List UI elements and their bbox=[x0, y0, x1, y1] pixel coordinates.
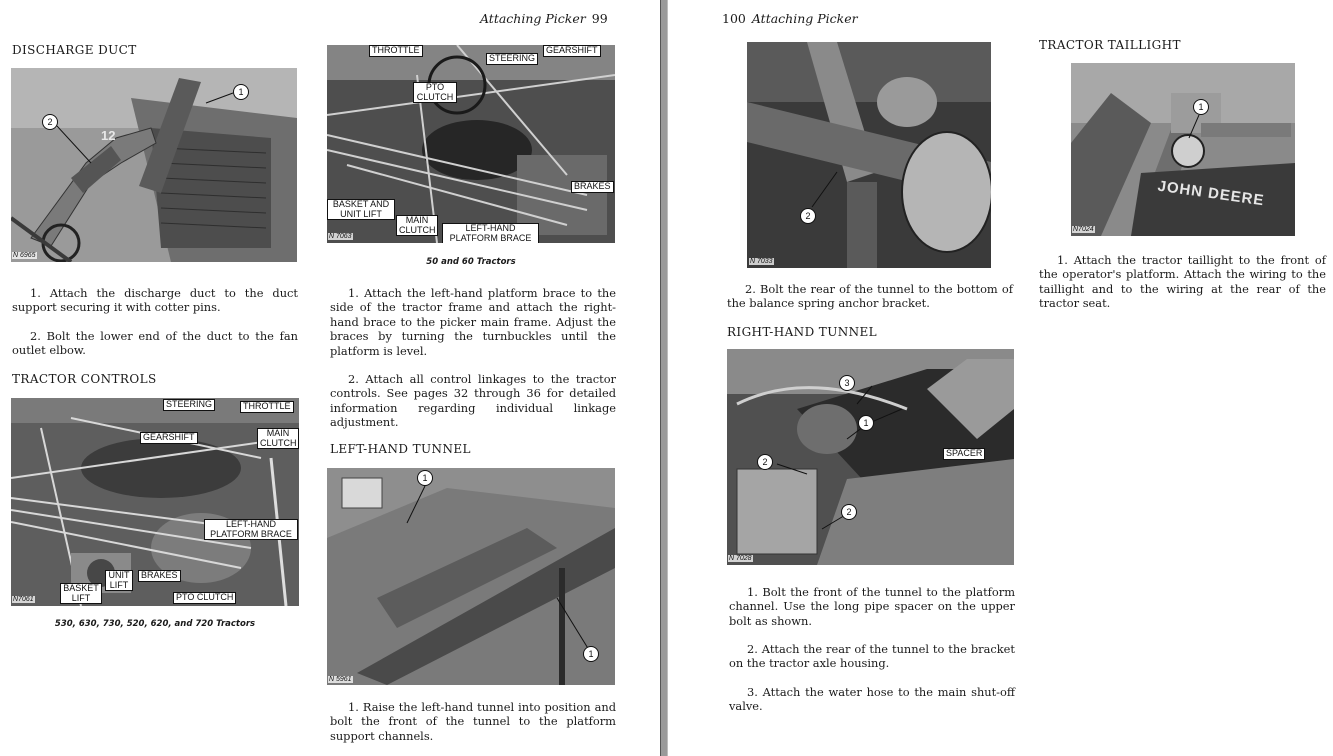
section-heading-tractor-controls: TRACTOR CONTROLS bbox=[12, 372, 157, 386]
label-throttle: THROTTLE bbox=[369, 45, 423, 57]
label-unit-lift: UNIT LIFT bbox=[105, 570, 133, 591]
negative-number: N 5961 bbox=[329, 676, 352, 683]
running-head-title: Attaching Picker bbox=[751, 11, 858, 26]
label-pto-clutch: PTO CLUTCH bbox=[413, 82, 457, 103]
page-number: 100 bbox=[722, 11, 746, 26]
page-gutter bbox=[660, 0, 668, 756]
label-basket-lift: BASKET LIFT bbox=[60, 583, 102, 604]
step-text: 1. Attach the discharge duct to the duct support securing it with cotter pins. bbox=[12, 286, 298, 315]
right-page bbox=[668, 0, 1333, 756]
photo-balance-spring-bracket bbox=[747, 42, 991, 268]
callout-2: 2 bbox=[841, 504, 857, 520]
step-text: 1. Attach the left-hand platform brace to the side of the tractor frame and attach the right-hand brace to the picker main frame. Adjust the braces by turning the turnbuckles until the platform is level. bbox=[330, 286, 616, 358]
step-discharge-1 bbox=[12, 286, 298, 315]
photo-tractor-controls bbox=[11, 398, 299, 606]
section-heading-right-hand-tunnel: RIGHT-HAND TUNNEL bbox=[727, 325, 878, 339]
step-platform-brace-1 bbox=[330, 286, 616, 358]
step-text: 2. Bolt the rear of the tunnel to the bottom of the balance spring anchor bracket. bbox=[727, 282, 1013, 311]
balance-spring-illustration bbox=[747, 42, 991, 268]
callout-1: 1 bbox=[1193, 99, 1209, 115]
caption-50-60-tractors: 50 and 60 Tractors bbox=[426, 257, 516, 267]
callout-3: 3 bbox=[839, 375, 855, 391]
section-heading-discharge-duct: DISCHARGE DUCT bbox=[12, 43, 137, 57]
section-heading-left-hand-tunnel: LEFT-HAND TUNNEL bbox=[330, 442, 471, 456]
label-main-clutch: MAIN CLUTCH bbox=[396, 215, 438, 236]
step-right-hand-tunnel-3 bbox=[729, 685, 1015, 714]
step-text: 1. Raise the left-hand tunnel into position and bolt the front of the tunnel to the platform support channels. bbox=[330, 700, 616, 743]
label-steering: STEERING bbox=[486, 53, 538, 65]
label-left-hand-platform-brace: LEFT-HAND PLATFORM BRACE bbox=[442, 223, 539, 243]
photo-right-hand-tunnel bbox=[727, 349, 1014, 565]
photo-controls-50-60 bbox=[327, 45, 615, 243]
callout-1: 1 bbox=[417, 470, 433, 486]
step-right-hand-tunnel-1 bbox=[729, 585, 1015, 628]
running-head-title: Attaching Picker bbox=[480, 11, 586, 26]
svg-text:12: 12 bbox=[101, 128, 116, 143]
negative-number: N 7033 bbox=[750, 258, 773, 265]
section-heading-tractor-taillight: TRACTOR TAILLIGHT bbox=[1039, 38, 1181, 52]
callout-1: 1 bbox=[858, 415, 874, 431]
label-gearshift: GEARSHIFT bbox=[140, 432, 198, 444]
running-head-right bbox=[722, 11, 858, 26]
callout-2: 2 bbox=[42, 114, 58, 130]
label-basket-and-unit-lift: BASKET AND UNIT LIFT bbox=[327, 199, 395, 220]
negative-number: N7024 bbox=[1073, 226, 1094, 233]
callout-1: 1 bbox=[233, 84, 249, 100]
step-control-linkages-2 bbox=[330, 372, 616, 430]
negative-number: N 6965 bbox=[13, 252, 36, 259]
label-main-clutch: MAIN CLUTCH bbox=[257, 428, 299, 449]
photo-tractor-taillight bbox=[1071, 63, 1295, 236]
label-brakes: BRAKES bbox=[138, 570, 181, 582]
step-text: 1. Attach the tractor taillight to the front of the operator's platform. Attach the wiring to the taillight and to the wiring at the rear of the tractor seat. bbox=[1039, 253, 1326, 311]
left-page bbox=[0, 0, 660, 756]
left-hand-tunnel-illustration bbox=[327, 468, 615, 685]
step-taillight-1 bbox=[1039, 253, 1326, 311]
john-deere-decal: JOHN DEERE bbox=[1156, 177, 1266, 210]
label-left-hand-platform-brace: LEFT-HAND PLATFORM BRACE bbox=[204, 519, 298, 540]
photo-discharge-duct bbox=[11, 68, 297, 262]
callout-2: 2 bbox=[757, 454, 773, 470]
tractor-taillight-illustration bbox=[1071, 63, 1295, 236]
discharge-duct-illustration bbox=[11, 68, 297, 262]
step-right-hand-tunnel-2 bbox=[729, 642, 1015, 671]
callout-1: 1 bbox=[583, 646, 599, 662]
step-balance-spring-2 bbox=[727, 282, 1013, 311]
label-spacer: SPACER bbox=[943, 448, 985, 460]
label-throttle: THROTTLE bbox=[240, 401, 294, 413]
running-head-left bbox=[480, 11, 608, 26]
step-left-hand-tunnel-1 bbox=[330, 700, 616, 743]
photo-left-hand-tunnel bbox=[327, 468, 615, 685]
page-number: 99 bbox=[591, 11, 608, 26]
step-discharge-2 bbox=[12, 329, 298, 358]
step-text: 2. Attach the rear of the tunnel to the bracket on the tractor axle housing. bbox=[729, 642, 1015, 671]
callout-2: 2 bbox=[800, 208, 816, 224]
label-steering: STEERING bbox=[163, 399, 215, 411]
negative-number: N7061 bbox=[13, 596, 34, 603]
negative-number: N 7063 bbox=[329, 233, 352, 240]
caption-tractor-controls: 530, 630, 730, 520, 620, and 720 Tractors bbox=[54, 619, 256, 629]
label-gearshift: GEARSHIFT bbox=[543, 45, 601, 57]
step-text: 2. Attach all control linkages to the tractor controls. See pages 32 through 36 for detailed information regarding individual linkage adjustment. bbox=[330, 372, 616, 430]
negative-number: N 7028 bbox=[729, 555, 752, 562]
label-brakes: BRAKES bbox=[571, 181, 614, 193]
step-text: 2. Bolt the lower end of the duct to the fan outlet elbow. bbox=[12, 329, 298, 358]
step-text: 1. Bolt the front of the tunnel to the platform channel. Use the long pipe spacer on the upper bolt as shown. bbox=[729, 585, 1015, 628]
label-pto-clutch: PTO CLUTCH bbox=[173, 592, 236, 604]
step-text: 3. Attach the water hose to the main shut-off valve. bbox=[729, 685, 1015, 714]
